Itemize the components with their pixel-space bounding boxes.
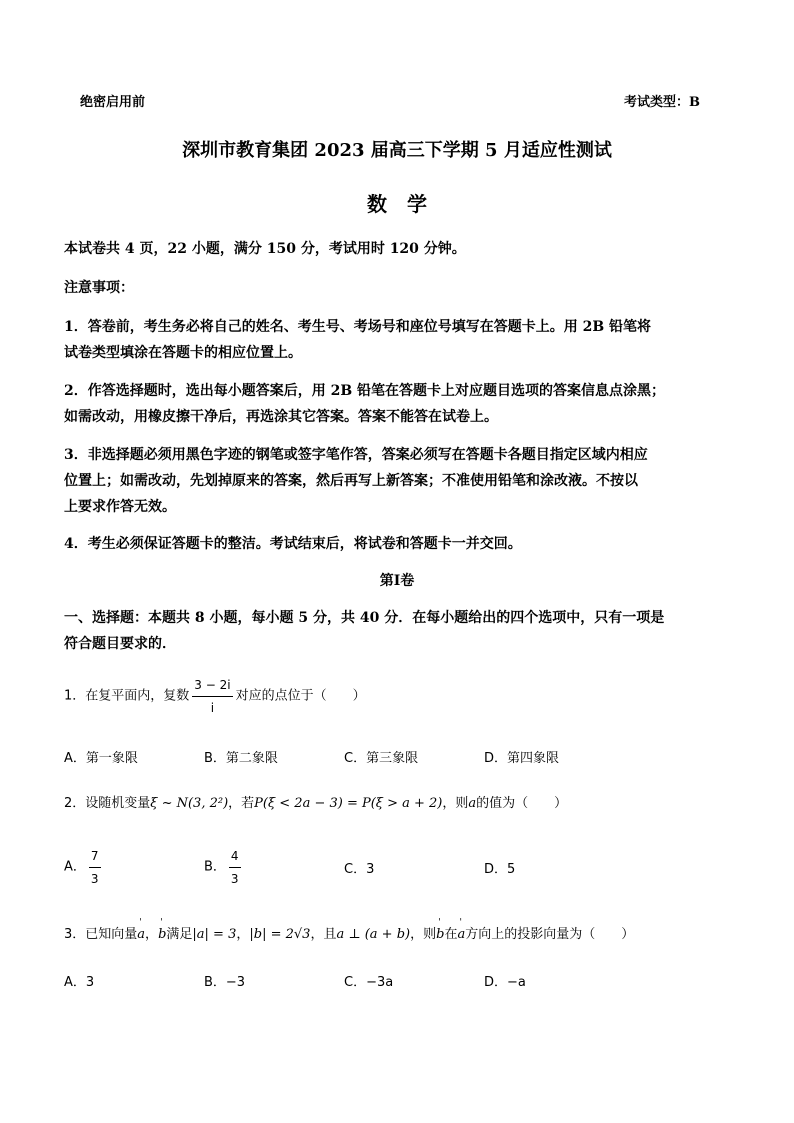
- note-1-line-1: 1．答卷前，考生务必将自己的姓名、考生号、考场号和座位号填写在答题卡上。用 2B 铅笔将: [64, 319, 652, 335]
- section-1-line-2: 符合题目要求的．: [64, 636, 176, 652]
- q2-option-d: D．5: [484, 862, 516, 877]
- q3-on: 在: [444, 927, 458, 942]
- q1-fraction-denominator: i: [210, 701, 215, 715]
- q3-option-c: C．−3a: [344, 975, 394, 990]
- q3-sep-2: ，: [236, 927, 250, 942]
- q3-expr-3: a ⊥ (a + b): [336, 927, 411, 942]
- q1-fraction: [192, 676, 232, 717]
- question-1: [64, 676, 366, 717]
- q3-vector-a-2: ' a: [457, 927, 465, 942]
- q2-option-b-numerator: 4: [229, 847, 241, 868]
- question-3: [64, 923, 634, 942]
- note-2-line-2: 如需改动，用橡皮擦干净后，再选涂其它答案。答案不能答在试卷上。: [64, 409, 498, 425]
- q2-prefix: 2．设随机变量: [64, 796, 151, 811]
- q3-option-d: D．−a: [484, 975, 526, 990]
- note-4-line-1: 4．考生必须保证答题卡的整洁。考试结束后，将试卷和答题卡一并交回。: [64, 536, 522, 552]
- note-3-line-1: 3．非选择题必须用黑色字迹的钢笔或签字笔作答，答案必须写在答题卡各题目指定区域内相应: [64, 447, 648, 463]
- q2-option-b-denominator: 3: [230, 872, 239, 886]
- q3-sep-1: ，: [145, 927, 159, 942]
- q1-option-d: D．第四象限: [484, 751, 560, 766]
- q2-option-a-numerator: 7: [89, 847, 101, 868]
- q2-distribution: ξ ~ N(3, 2²): [150, 796, 229, 811]
- q1-option-b: B．第二象限: [204, 751, 278, 766]
- q1-prefix: 1．在复平面内，复数: [64, 688, 190, 704]
- q3-prefix: 3．已知向量: [64, 927, 138, 942]
- q2-option-a: [64, 847, 104, 888]
- q1-option-c: C．第三象限: [344, 751, 419, 766]
- intro-text: 本试卷共 4 页，22 小题，满分 150 分，考试用时 120 分钟。: [64, 241, 466, 257]
- q2-variable: a: [468, 796, 477, 811]
- note-2-line-1: 2．作答选择题时，选出每小题答案后，用 2B 铅笔在答题卡上对应题目选项的答案信息点涂黑；: [64, 383, 666, 399]
- q2-option-b-label: B．: [204, 859, 226, 875]
- q2-option-b: [204, 847, 244, 888]
- note-3-line-3: 上要求作答无效。: [64, 499, 176, 515]
- q3-vector-a: ' a: [137, 927, 145, 942]
- q2-end: 的值为（ ）: [476, 796, 568, 811]
- q3-option-b: B．−3: [204, 975, 246, 990]
- q3-expr-1: |a| = 3: [192, 927, 237, 942]
- q3-satisfy: 满足: [166, 927, 193, 942]
- q1-option-a: A．第一象限: [64, 751, 138, 766]
- notes-heading: 注意事项：: [64, 280, 134, 296]
- q3-then: ，则: [410, 927, 437, 942]
- q1-fraction-numerator: 3 − 2i: [192, 676, 232, 697]
- note-3-line-2: 位置上；如需改动，先划掉原来的答案，然后再写上新答案；不准使用铅笔和涂改液。不按以: [64, 473, 638, 489]
- q2-option-a-fraction: [89, 847, 101, 888]
- q2-suffix: ，则: [442, 796, 469, 811]
- q2-option-a-label: A．: [64, 859, 86, 875]
- q2-option-a-denominator: 3: [90, 872, 99, 886]
- exam-type-label: 考试类型：B: [624, 95, 700, 110]
- confidential-label: 绝密启用前: [80, 95, 146, 110]
- q3-vector-b: ' b: [158, 927, 166, 942]
- section-1-line-1: 一、选择题：本题共 8 小题，每小题 5 分，共 40 分．在每小题给出的四个选项中，只有一项是: [64, 610, 665, 626]
- q3-expr-2: |b| = 2√3: [249, 927, 311, 942]
- q3-option-a: A．3: [64, 975, 95, 990]
- volume-label: 第Ⅰ卷: [379, 573, 415, 589]
- q2-mid: ，若: [228, 796, 255, 811]
- subject-title: 数 学: [367, 192, 427, 216]
- q2-condition: P(ξ < 2a − 3) = P(ξ > a + 2): [254, 796, 443, 811]
- exam-title: 深圳市教育集团 2023 届高三下学期 5 月适应性测试: [182, 140, 612, 161]
- note-1-line-2: 试卷类型填涂在答题卡的相应位置上。: [64, 345, 302, 361]
- q1-suffix: 对应的点位于（ ）: [235, 688, 366, 704]
- q3-suffix: 方向上的投影向量为（ ）: [465, 927, 635, 942]
- q2-option-c: C．3: [344, 862, 375, 877]
- q3-vector-b-2: ' b: [436, 927, 444, 942]
- q2-option-b-fraction: [229, 847, 241, 888]
- question-2: [64, 792, 567, 811]
- q3-and: ，且: [310, 927, 337, 942]
